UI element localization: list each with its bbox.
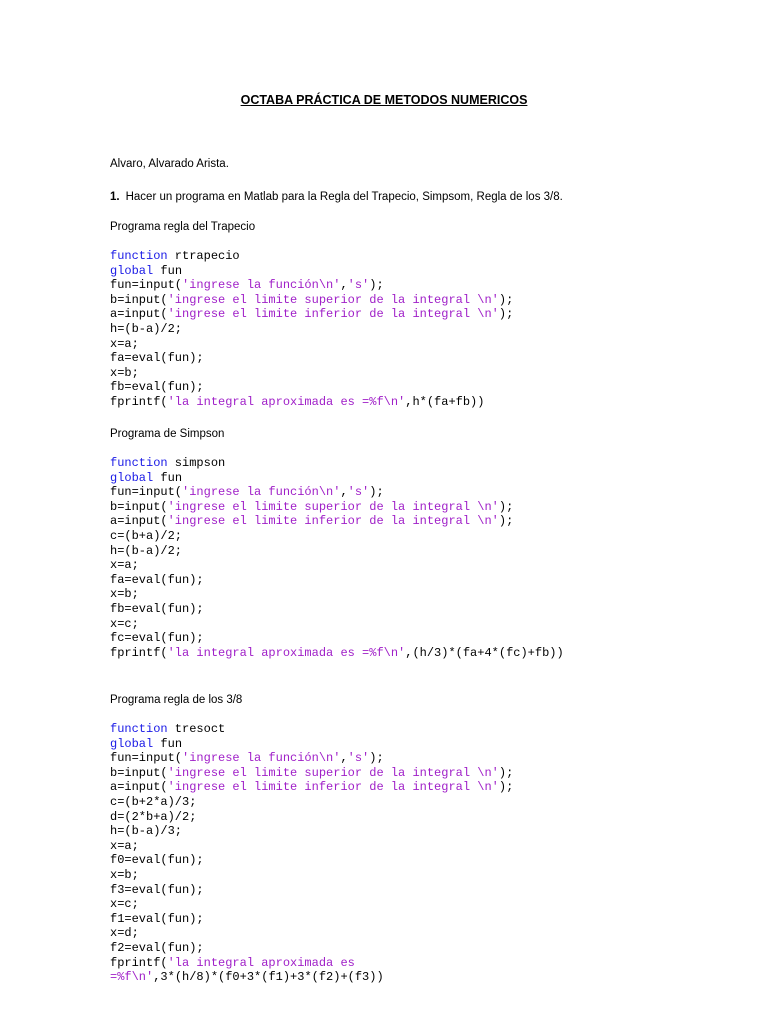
code-line bbox=[110, 500, 564, 515]
code-text: f1=eval(fun); bbox=[110, 911, 204, 926]
code-string: 'ingrese el limite superior de la integral \n' bbox=[167, 292, 499, 307]
code-line bbox=[110, 278, 513, 293]
code-text: f2=eval(fun); bbox=[110, 940, 204, 955]
code-text: fprintf( bbox=[110, 645, 168, 660]
code-line bbox=[110, 307, 513, 322]
code-keyword: function bbox=[110, 249, 168, 263]
code-text: tresoct bbox=[167, 722, 226, 736]
code-text: , bbox=[340, 485, 348, 500]
code-text: x=a; bbox=[110, 336, 139, 351]
code-line bbox=[110, 897, 513, 912]
code-text: a=input( bbox=[110, 307, 168, 322]
code-string: 'ingrese el limite inferior de la integral \n' bbox=[167, 307, 499, 322]
code-block-tres-octavos bbox=[110, 722, 513, 985]
code-text: x=b; bbox=[110, 867, 139, 882]
code-line bbox=[110, 322, 513, 337]
document-title: OCTABA PRÁCTICA DE METODOS NUMERICOS bbox=[240, 93, 528, 107]
code-string: 's' bbox=[347, 278, 370, 293]
code-text: x=c; bbox=[110, 897, 139, 912]
code-line bbox=[110, 824, 513, 839]
code-string: 'ingrese el limite superior de la integral \n' bbox=[167, 499, 499, 514]
code-text: ); bbox=[369, 751, 384, 766]
code-line bbox=[110, 926, 513, 941]
code-text: fprintf( bbox=[110, 394, 168, 409]
code-text: fun=input( bbox=[110, 751, 183, 766]
code-text: a=input( bbox=[110, 780, 168, 795]
code-text: ); bbox=[369, 485, 384, 500]
code-string: =%f\n' bbox=[110, 970, 154, 985]
code-line bbox=[110, 529, 564, 544]
author-line: Alvaro, Alvarado Arista. bbox=[110, 158, 229, 170]
code-text: simpson bbox=[167, 456, 226, 470]
code-text: fun bbox=[153, 736, 183, 751]
code-string: 'ingrese el limite inferior de la integral \n' bbox=[167, 780, 499, 795]
code-line bbox=[110, 456, 564, 471]
code-line bbox=[110, 912, 513, 927]
code-line bbox=[110, 795, 513, 810]
code-string: 'ingrese el limite inferior de la integral \n' bbox=[167, 514, 499, 529]
code-string: 'ingrese la función\n' bbox=[182, 751, 341, 766]
code-text: a=input( bbox=[110, 514, 168, 529]
code-text: x=c; bbox=[110, 616, 139, 631]
code-text: c=(b+a)/2; bbox=[110, 528, 183, 543]
code-line bbox=[110, 751, 513, 766]
exercise-number: 1. bbox=[110, 191, 120, 203]
code-line bbox=[110, 956, 513, 971]
code-text: ,h*(fa+fb)) bbox=[405, 394, 485, 409]
code-text: f0=eval(fun); bbox=[110, 853, 204, 868]
code-line bbox=[110, 737, 513, 752]
code-text: ); bbox=[498, 499, 514, 514]
code-text: x=a; bbox=[110, 558, 139, 573]
code-string: 'ingrese la función\n' bbox=[182, 278, 341, 293]
code-string: 'la integral aproximada es bbox=[167, 955, 355, 970]
code-text: fun=input( bbox=[110, 278, 183, 293]
code-text: b=input( bbox=[110, 499, 168, 514]
code-line bbox=[110, 883, 513, 898]
code-string: 's' bbox=[347, 485, 370, 500]
code-line bbox=[110, 514, 564, 529]
code-keyword: global bbox=[110, 736, 154, 751]
code-text: rtrapecio bbox=[167, 249, 240, 263]
code-text: ); bbox=[498, 292, 514, 307]
section-heading-trapecio: Programa regla del Trapecio bbox=[110, 221, 256, 233]
code-text: fb=eval(fun); bbox=[110, 601, 204, 616]
code-line bbox=[110, 380, 513, 395]
code-text: h=(b-a)/2; bbox=[110, 543, 183, 558]
code-string: 'ingrese la función\n' bbox=[182, 485, 341, 500]
code-line bbox=[110, 646, 564, 661]
code-text: fa=eval(fun); bbox=[110, 572, 204, 587]
code-text: fun bbox=[153, 470, 183, 485]
code-text: b=input( bbox=[110, 765, 168, 780]
code-string: 'ingrese el limite superior de la integral \n' bbox=[167, 765, 499, 780]
code-text: x=d; bbox=[110, 926, 139, 941]
code-line bbox=[110, 853, 513, 868]
code-block-simpson bbox=[110, 456, 564, 660]
code-line bbox=[110, 780, 513, 795]
code-line bbox=[110, 395, 513, 410]
code-line bbox=[110, 602, 564, 617]
code-keyword: function bbox=[110, 722, 168, 736]
code-text: ); bbox=[498, 307, 514, 322]
code-line bbox=[110, 249, 513, 264]
code-line bbox=[110, 868, 513, 883]
code-line bbox=[110, 264, 513, 279]
section-heading-simpson: Programa de Simpson bbox=[110, 428, 225, 440]
code-text: fa=eval(fun); bbox=[110, 351, 204, 366]
code-line bbox=[110, 631, 564, 646]
code-string: 's' bbox=[347, 751, 370, 766]
exercise-statement bbox=[110, 191, 563, 203]
code-line bbox=[110, 293, 513, 308]
code-text: c=(b+2*a)/3; bbox=[110, 794, 197, 809]
code-text: d=(2*b+a)/2; bbox=[110, 809, 197, 824]
code-line bbox=[110, 485, 564, 500]
code-text: b=input( bbox=[110, 292, 168, 307]
code-text: ); bbox=[498, 514, 514, 529]
code-text: x=b; bbox=[110, 365, 139, 380]
code-text: ,(h/3)*(fa+4*(fc)+fb)) bbox=[405, 645, 564, 660]
code-block-trapecio bbox=[110, 249, 513, 410]
code-line bbox=[110, 573, 564, 588]
code-text: ); bbox=[498, 765, 514, 780]
code-line bbox=[110, 970, 513, 985]
code-keyword: global bbox=[110, 470, 154, 485]
exercise-text: Hacer un programa en Matlab para la Regla del Trapecio, Simpsom, Regla de los 3/8. bbox=[125, 191, 563, 203]
code-text: f3=eval(fun); bbox=[110, 882, 204, 897]
code-line bbox=[110, 810, 513, 825]
code-text: h=(b-a)/3; bbox=[110, 824, 183, 839]
code-text: fun bbox=[153, 263, 183, 278]
code-text: fb=eval(fun); bbox=[110, 380, 204, 395]
code-line bbox=[110, 722, 513, 737]
code-line bbox=[110, 839, 513, 854]
code-string: 'la integral aproximada es =%f\n' bbox=[167, 394, 406, 409]
code-text: h=(b-a)/2; bbox=[110, 321, 183, 336]
code-string: 'la integral aproximada es =%f\n' bbox=[167, 645, 406, 660]
code-text: x=b; bbox=[110, 587, 139, 602]
code-text: , bbox=[340, 278, 348, 293]
code-text: ); bbox=[498, 780, 514, 795]
code-line bbox=[110, 587, 564, 602]
code-line bbox=[110, 351, 513, 366]
code-text: ); bbox=[369, 278, 384, 293]
code-text: fc=eval(fun); bbox=[110, 631, 204, 646]
code-line bbox=[110, 471, 564, 486]
code-line bbox=[110, 337, 513, 352]
code-text: fprintf( bbox=[110, 955, 168, 970]
code-line bbox=[110, 941, 513, 956]
code-text: ,3*(h/8)*(f0+3*(f1)+3*(f2)+(f3)) bbox=[153, 970, 384, 985]
code-keyword: function bbox=[110, 456, 168, 470]
code-line bbox=[110, 766, 513, 781]
code-text: x=a; bbox=[110, 838, 139, 853]
code-line bbox=[110, 544, 564, 559]
code-line bbox=[110, 617, 564, 632]
code-keyword: global bbox=[110, 263, 154, 278]
code-text: fun=input( bbox=[110, 485, 183, 500]
code-line bbox=[110, 558, 564, 573]
code-line bbox=[110, 366, 513, 381]
section-heading-tres-octavos: Programa regla de los 3/8 bbox=[110, 694, 243, 706]
code-text: , bbox=[340, 751, 348, 766]
